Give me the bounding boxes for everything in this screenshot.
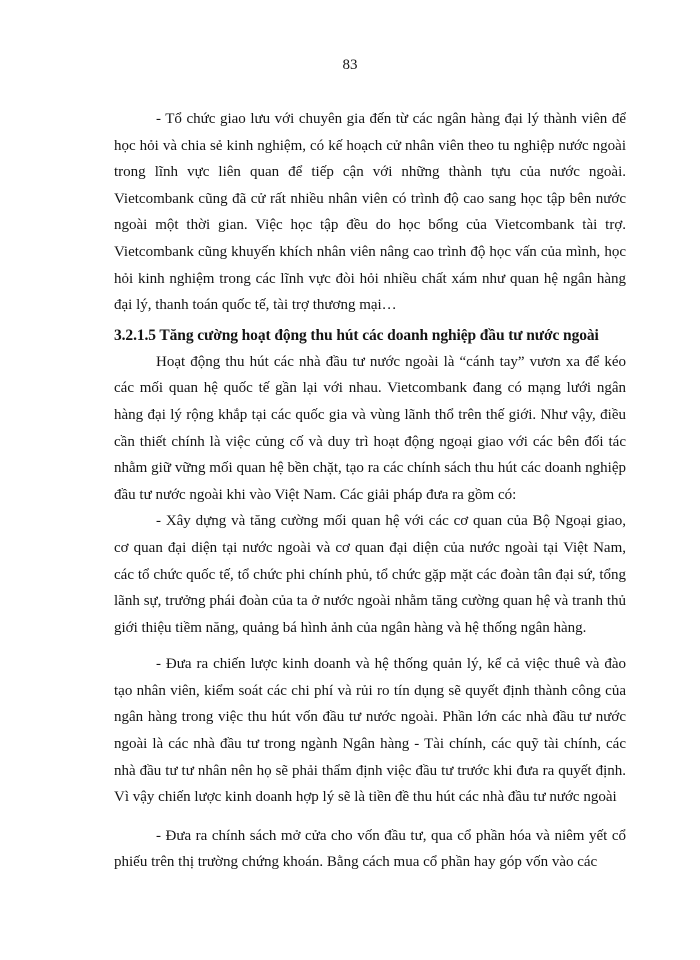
paragraph-equity-policy: - Đưa ra chính sách mở cửa cho vốn đầu tư, qua cổ phần hóa và niêm yết cổ phiếu trên thị trường chứng khoán. Bằng cách mua cổ phần hay góp vốn vào các — [114, 827, 626, 871]
paragraph-diplomatic-relations: - Xây dựng và tăng cường mối quan hệ với các cơ quan của Bộ Ngoại giao, cơ quan đại diện tại nước ngoài và cơ quan đại diện của nước ngoài tại Việt Nam, các tổ chức quốc tế, tổ chức phi chính phủ, tổ chức gặp mặt các đoàn tân đại sứ, tổng lãnh sự, trưởng phái đoàn của ta ở nước ngoài nhằm tăng cường quan hệ và tranh thủ giới thiệu tiềm năng, quảng bá hình ảnh của ngân hàng và hệ thống ngân hàng. — [114, 513, 626, 636]
paragraph-business-strategy: - Đưa ra chiến lược kinh doanh và hệ thống quản lý, kể cả việc thuê và đào tạo nhân viên, kiểm soát các chi phí và rủi ro tín dụng sẽ quyết định thành công của ngân hàng trong việc thu hút vốn đầu tư nước ngoài. Phần lớn các nhà đầu tư nước ngoài là các nhà đầu tư trong ngành Ngân hàng - Tài chính, các quỹ tài chính, các nhà đầu tư tư nhân nên họ sẽ phải thẩm định việc đầu tư trước khi đưa ra quyết định. Vì vậy chiến lược kinh doanh hợp lý sẽ là tiền đề thu hút các nhà đầu tư nước ngoài — [114, 656, 626, 806]
page-number: 83 — [342, 57, 358, 73]
section-heading: 3.2.1.5 Tăng cường hoạt động thu hút các doanh nghiệp đầu tư nước ngoài — [114, 326, 599, 344]
paragraph-training-exchange: - Tổ chức giao lưu với chuyên gia đến từ các ngân hàng đại lý thành viên để học hỏi và chia sẻ kinh nghiệm, có kế hoạch cử nhân viên theo tu nghiệp nước ngoài trong lĩnh vực liên quan để tiếp cận với những thành tựu của nước ngoài. Vietcombank cũng đã cử rất nhiều nhân viên có trình độ cao sang học tập bên nước ngoài một thời gian. Việc học tập đều do học bổng của Vietcombank tài trợ. Vietcombank cũng khuyến khích nhân viên nâng cao trình độ học vấn của mình, học hỏi kinh nghiệm trong các lĩnh vực đòi hỏi nhiều chất xám như quan hệ ngân hàng đại lý, thanh toán quốc tế, tài trợ thương mại… — [114, 111, 626, 314]
page-content — [114, 106, 626, 876]
paragraph-investor-attraction: Hoạt động thu hút các nhà đầu tư nước ngoài là “cánh tay” vươn xa để kéo các mối quan hệ quốc tế gần lại với nhau. Vietcombank đang có mạng lưới ngân hàng đại lý rộng khắp tại các quốc gia và vùng lãnh thổ trên thế giới. Như vậy, điều cần thiết chính là việc củng cố và duy trì hoạt động ngoại giao với các bên đối tác nhằm giữ vững mối quan hệ bền chặt, tạo ra các chính sách thu hút các doanh nghiệp đầu tư nước ngoài khi vào Việt Nam. Các giải pháp đưa ra gồm có: — [114, 353, 626, 503]
